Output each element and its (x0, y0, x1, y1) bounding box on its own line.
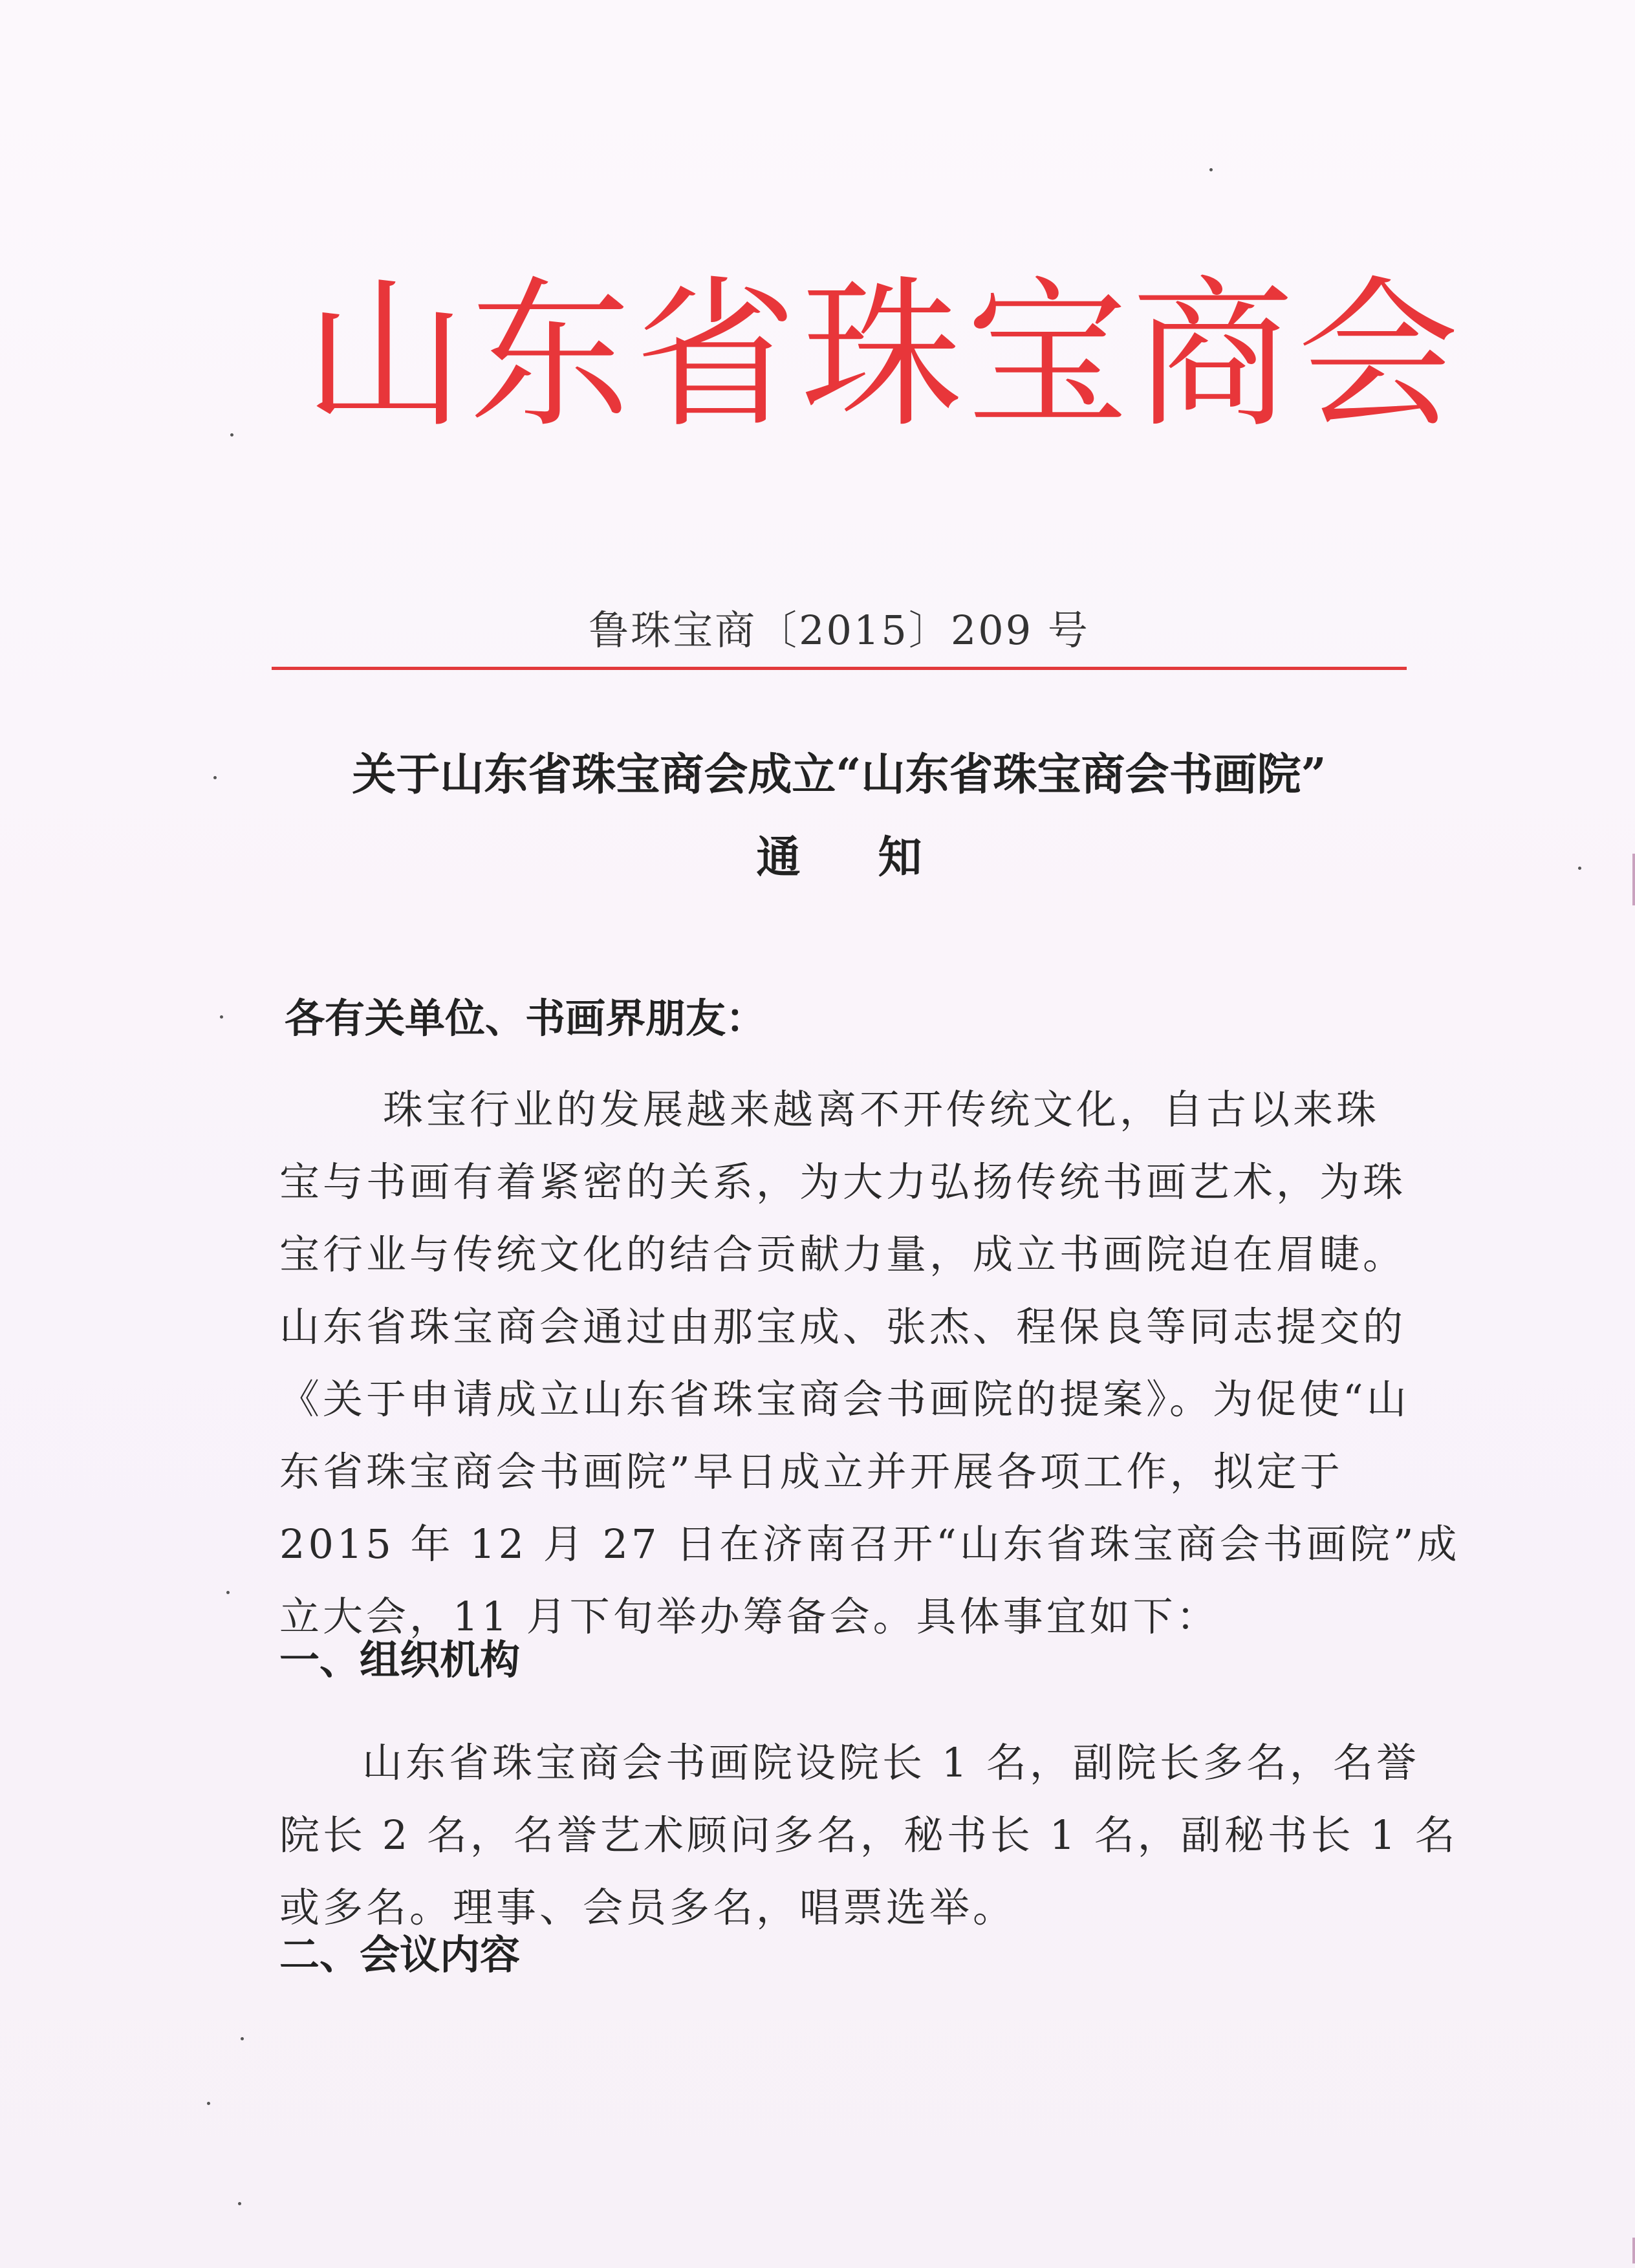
red-divider-line (272, 667, 1407, 670)
body-paragraph-organization (279, 1727, 1458, 1944)
letterhead-title: 山东省珠宝商会 (304, 261, 1463, 449)
scan-edge-artifact (1632, 854, 1635, 905)
paragraph-line: 山东省珠宝商会书画院设院长 1 名，副院长多名，名誉 (362, 1739, 1420, 1786)
scan-speck (226, 1591, 230, 1594)
salutation: 各有关单位、书画界朋友： (285, 995, 766, 1042)
paragraph-line: 山东省珠宝商会通过由那宝成、张杰、程保良等同志提交的 (279, 1303, 1407, 1350)
scan-speck (213, 776, 217, 779)
notice-title-suffix: 通知 (756, 832, 1000, 883)
scan-speck (207, 2102, 210, 2105)
scan-speck (1578, 867, 1581, 870)
paragraph-line: 宝与书画有着紧密的关系，为大力弘扬传统书画艺术，为珠 (279, 1158, 1407, 1205)
scan-speck (1209, 168, 1213, 171)
paragraph-line: 立大会，11 月下旬举办筹备会。具体事宜如下： (279, 1593, 1220, 1640)
scan-speck (238, 2202, 241, 2205)
paragraph-line: 《关于申请成立山东省珠宝商会书画院的提案》。为促使“山 (279, 1376, 1410, 1423)
scan-edge-artifact (1632, 2238, 1635, 2263)
section-heading-organization: 一、组织机构 (279, 1636, 521, 1683)
paragraph-line: 院长 2 名，名誉艺术顾问多名，秘书长 1 名，副秘书长 1 名 (279, 1811, 1458, 1859)
notice-title: 关于山东省珠宝商会成立“山东省珠宝商会书画院” (352, 749, 1326, 801)
scan-speck (241, 2037, 244, 2040)
paragraph-line: 珠宝行业的发展越来越离不开传统文化，自古以来珠 (383, 1086, 1380, 1133)
document-number: 鲁珠宝商〔2015〕209 号 (589, 607, 1090, 654)
section-heading-meeting-content: 二、会议内容 (279, 1931, 521, 1978)
body-paragraph-intro (279, 1074, 1460, 1653)
paragraph-line: 2015 年 12 月 27 日在济南召开“山东省珠宝商会书画院”成 (279, 1520, 1460, 1568)
scan-speck (230, 433, 233, 437)
paragraph-line: 东省珠宝商会书画院”早日成立并开展各项工作，拟定于 (279, 1448, 1343, 1495)
scan-speck (220, 1015, 223, 1019)
paragraph-line: 或多名。理事、会员多名，唱票选举。 (279, 1884, 1017, 1931)
paragraph-line: 宝行业与传统文化的结合贡献力量，成立书画院迫在眉睫。 (279, 1231, 1407, 1278)
